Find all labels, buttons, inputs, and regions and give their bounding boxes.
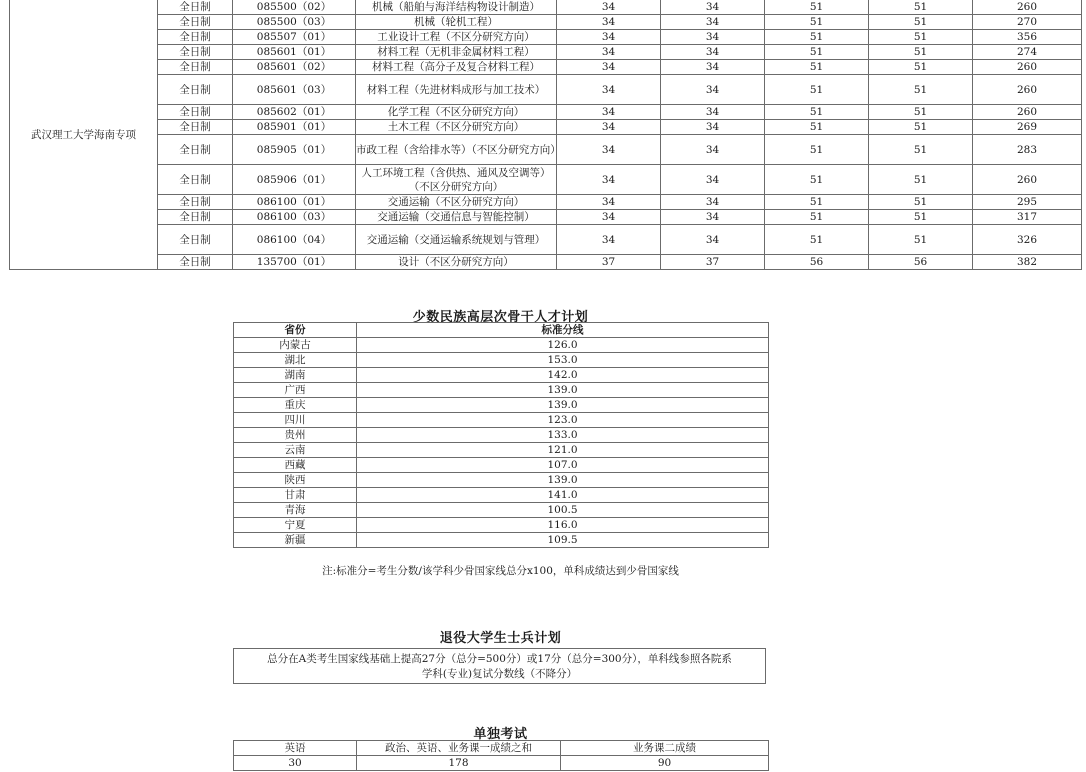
single-value-sum: 178 [357, 756, 561, 771]
score-cell: 34 [661, 30, 765, 45]
major-code-cell: 086100（01） [233, 195, 356, 210]
score-cell: 56 [765, 255, 869, 270]
score-cell: 51 [869, 15, 973, 30]
score-cell: 51 [869, 225, 973, 255]
score-cell: 34 [557, 30, 661, 45]
province-cell: 重庆 [234, 398, 357, 413]
study-type-cell: 全日制 [158, 120, 233, 135]
major-name-cell: 人工环境工程（含供热、通风及空调等）（不区分研究方向） [356, 165, 557, 195]
score-cell: 34 [557, 15, 661, 30]
province-cell: 西藏 [234, 458, 357, 473]
score-cell: 34 [557, 225, 661, 255]
major-name-cell: 机械（船舶与海洋结构物设计制造） [356, 0, 557, 15]
total-score-cell: 260 [973, 165, 1082, 195]
study-type-cell: 全日制 [158, 0, 233, 15]
minority-row [234, 443, 769, 458]
province-cell: 内蒙古 [234, 338, 357, 353]
standard-score-cell: 100.5 [357, 503, 769, 518]
major-name-cell: 材料工程（无机非金属材料工程） [356, 45, 557, 60]
veteran-description [233, 648, 766, 684]
table-row [10, 210, 1082, 225]
minority-row [234, 383, 769, 398]
major-name-cell: 机械（轮机工程） [356, 15, 557, 30]
table-row [10, 75, 1082, 105]
table-row [10, 225, 1082, 255]
study-type-cell: 全日制 [158, 75, 233, 105]
total-score-cell: 274 [973, 45, 1082, 60]
major-name-cell: 材料工程（先进材料成形与加工技术） [356, 75, 557, 105]
standard-score-cell: 153.0 [357, 353, 769, 368]
score-cell: 34 [557, 165, 661, 195]
score-cell: 34 [557, 135, 661, 165]
major-code-cell: 086100（04） [233, 225, 356, 255]
study-type-cell: 全日制 [158, 195, 233, 210]
minority-row [234, 488, 769, 503]
standard-score-cell: 141.0 [357, 488, 769, 503]
header-province: 省份 [234, 323, 357, 338]
study-type-cell: 全日制 [158, 165, 233, 195]
single-exam-header-row [234, 741, 769, 756]
major-name-cell: 土木工程（不区分研究方向） [356, 120, 557, 135]
standard-score-cell: 107.0 [357, 458, 769, 473]
single-header-course2: 业务课二成绩 [561, 741, 769, 756]
province-cell: 贵州 [234, 428, 357, 443]
score-cell: 34 [661, 15, 765, 30]
minority-row [234, 518, 769, 533]
minority-row [234, 428, 769, 443]
single-exam-title: 单独考试 [473, 727, 528, 742]
table-row [10, 15, 1082, 30]
minority-row [234, 473, 769, 488]
province-cell: 云南 [234, 443, 357, 458]
single-exam-table [233, 740, 769, 771]
major-code-cell: 085500（02） [233, 0, 356, 15]
minority-row [234, 398, 769, 413]
major-name-cell: 交通运输（交通信息与智能控制） [356, 210, 557, 225]
score-cell: 51 [869, 165, 973, 195]
total-score-cell: 260 [973, 75, 1082, 105]
school-name-cell: 武汉理工大学海南专项 [10, 0, 158, 270]
standard-score-cell: 133.0 [357, 428, 769, 443]
score-cell: 34 [557, 45, 661, 60]
province-cell: 宁夏 [234, 518, 357, 533]
province-cell: 陕西 [234, 473, 357, 488]
total-score-cell: 269 [973, 120, 1082, 135]
veteran-title: 退役大学生士兵计划 [439, 631, 562, 646]
score-cell: 34 [661, 135, 765, 165]
minority-note: 注:标准分=考生分数/该学科少骨国家线总分x100，单科成绩达到少骨国家线 [322, 565, 679, 577]
minority-row [234, 413, 769, 428]
major-name-cell: 材料工程（高分子及复合材料工程） [356, 60, 557, 75]
major-name-cell: 化学工程（不区分研究方向） [356, 105, 557, 120]
major-code-cell: 085601（02） [233, 60, 356, 75]
header-score: 标准分线 [357, 323, 769, 338]
standard-score-cell: 109.5 [357, 533, 769, 548]
total-score-cell: 317 [973, 210, 1082, 225]
score-cell: 34 [557, 60, 661, 75]
major-name-cell: 工业设计工程（不区分研究方向） [356, 30, 557, 45]
province-cell: 四川 [234, 413, 357, 428]
score-cell: 34 [661, 165, 765, 195]
study-type-cell: 全日制 [158, 15, 233, 30]
score-cell: 34 [661, 0, 765, 15]
major-code-cell: 085601（01） [233, 45, 356, 60]
minority-row [234, 338, 769, 353]
score-cell: 51 [765, 15, 869, 30]
score-cell: 51 [765, 60, 869, 75]
table-row [10, 120, 1082, 135]
study-type-cell: 全日制 [158, 210, 233, 225]
score-cell: 51 [869, 105, 973, 120]
score-cell: 34 [557, 105, 661, 120]
major-code-cell: 086100（03） [233, 210, 356, 225]
score-cell: 34 [661, 60, 765, 75]
standard-score-cell: 123.0 [357, 413, 769, 428]
score-cell: 51 [765, 75, 869, 105]
standard-score-cell: 121.0 [357, 443, 769, 458]
major-code-cell: 085901（01） [233, 120, 356, 135]
major-code-cell: 085601（03） [233, 75, 356, 105]
score-cell: 34 [661, 195, 765, 210]
province-cell: 湖南 [234, 368, 357, 383]
score-cell: 51 [869, 135, 973, 165]
score-table [9, 0, 1082, 270]
table-row [10, 60, 1082, 75]
standard-score-cell: 116.0 [357, 518, 769, 533]
table-row [10, 105, 1082, 120]
total-score-cell: 260 [973, 0, 1082, 15]
total-score-cell: 356 [973, 30, 1082, 45]
table-row [10, 45, 1082, 60]
score-cell: 51 [765, 0, 869, 15]
major-name-cell: 交通运输（交通运输系统规划与管理） [356, 225, 557, 255]
single-value-english: 30 [234, 756, 357, 771]
table-row [10, 30, 1082, 45]
score-cell: 51 [869, 210, 973, 225]
total-score-cell: 260 [973, 60, 1082, 75]
score-cell: 34 [661, 120, 765, 135]
minority-row [234, 533, 769, 548]
major-code-cell: 085905（01） [233, 135, 356, 165]
score-cell: 34 [661, 210, 765, 225]
standard-score-cell: 139.0 [357, 383, 769, 398]
total-score-cell: 260 [973, 105, 1082, 120]
score-cell: 51 [765, 45, 869, 60]
table-row [10, 135, 1082, 165]
study-type-cell: 全日制 [158, 45, 233, 60]
minority-row [234, 503, 769, 518]
total-score-cell: 270 [973, 15, 1082, 30]
single-header-sum: 政治、英语、业务课一成绩之和 [357, 741, 561, 756]
major-name-cell: 市政工程（含给排水等）（不区分研究方向） [356, 135, 557, 165]
score-cell: 37 [661, 255, 765, 270]
score-cell: 51 [869, 75, 973, 105]
standard-score-cell: 142.0 [357, 368, 769, 383]
total-score-cell: 295 [973, 195, 1082, 210]
score-cell: 34 [661, 45, 765, 60]
score-cell: 51 [869, 195, 973, 210]
score-cell: 34 [557, 210, 661, 225]
major-code-cell: 085500（03） [233, 15, 356, 30]
score-cell: 51 [765, 30, 869, 45]
score-cell: 51 [765, 165, 869, 195]
veteran-text-line2: 学科(专业)复试分数线（不降分） [421, 668, 578, 680]
score-cell: 34 [557, 0, 661, 15]
score-cell: 34 [661, 75, 765, 105]
standard-score-cell: 139.0 [357, 398, 769, 413]
score-cell: 51 [765, 210, 869, 225]
minority-row [234, 458, 769, 473]
score-cell: 34 [557, 120, 661, 135]
score-cell: 51 [765, 105, 869, 120]
study-type-cell: 全日制 [158, 135, 233, 165]
score-cell: 51 [869, 120, 973, 135]
single-header-english: 英语 [234, 741, 357, 756]
score-cell: 51 [869, 45, 973, 60]
minority-title: 少数民族高层次骨干人才计划 [412, 310, 589, 325]
major-code-cell: 085602（01） [233, 105, 356, 120]
province-cell: 甘肃 [234, 488, 357, 503]
study-type-cell: 全日制 [158, 30, 233, 45]
major-code-cell: 135700（01） [233, 255, 356, 270]
province-cell: 青海 [234, 503, 357, 518]
major-code-cell: 085906（01） [233, 165, 356, 195]
score-cell: 34 [661, 105, 765, 120]
total-score-cell: 382 [973, 255, 1082, 270]
single-exam-value-row [234, 756, 769, 771]
score-cell: 34 [557, 75, 661, 105]
study-type-cell: 全日制 [158, 255, 233, 270]
minority-table [233, 322, 769, 548]
score-cell: 51 [765, 195, 869, 210]
score-cell: 51 [765, 120, 869, 135]
table-row [10, 0, 1082, 15]
score-cell: 34 [661, 225, 765, 255]
province-cell: 广西 [234, 383, 357, 398]
major-code-cell: 085507（01） [233, 30, 356, 45]
total-score-cell: 283 [973, 135, 1082, 165]
veteran-text-line1: 总分在A类考生国家线基础上提高27分（总分=500分）或17分（总分=300分），单科线参照各院系 [267, 653, 732, 665]
standard-score-cell: 139.0 [357, 473, 769, 488]
table-row [10, 165, 1082, 195]
study-type-cell: 全日制 [158, 60, 233, 75]
score-cell: 37 [557, 255, 661, 270]
total-score-cell: 326 [973, 225, 1082, 255]
study-type-cell: 全日制 [158, 105, 233, 120]
minority-row [234, 353, 769, 368]
score-cell: 51 [869, 0, 973, 15]
minority-row [234, 368, 769, 383]
major-name-cell: 设计（不区分研究方向） [356, 255, 557, 270]
score-cell: 51 [765, 225, 869, 255]
score-cell: 51 [765, 135, 869, 165]
table-row [10, 195, 1082, 210]
single-value-course2: 90 [561, 756, 769, 771]
score-cell: 34 [557, 195, 661, 210]
province-cell: 湖北 [234, 353, 357, 368]
standard-score-cell: 126.0 [357, 338, 769, 353]
study-type-cell: 全日制 [158, 225, 233, 255]
province-cell: 新疆 [234, 533, 357, 548]
score-cell: 51 [869, 30, 973, 45]
table-row [10, 255, 1082, 270]
score-cell: 51 [869, 60, 973, 75]
score-cell: 56 [869, 255, 973, 270]
minority-header-row [234, 323, 769, 338]
major-name-cell: 交通运输（不区分研究方向） [356, 195, 557, 210]
